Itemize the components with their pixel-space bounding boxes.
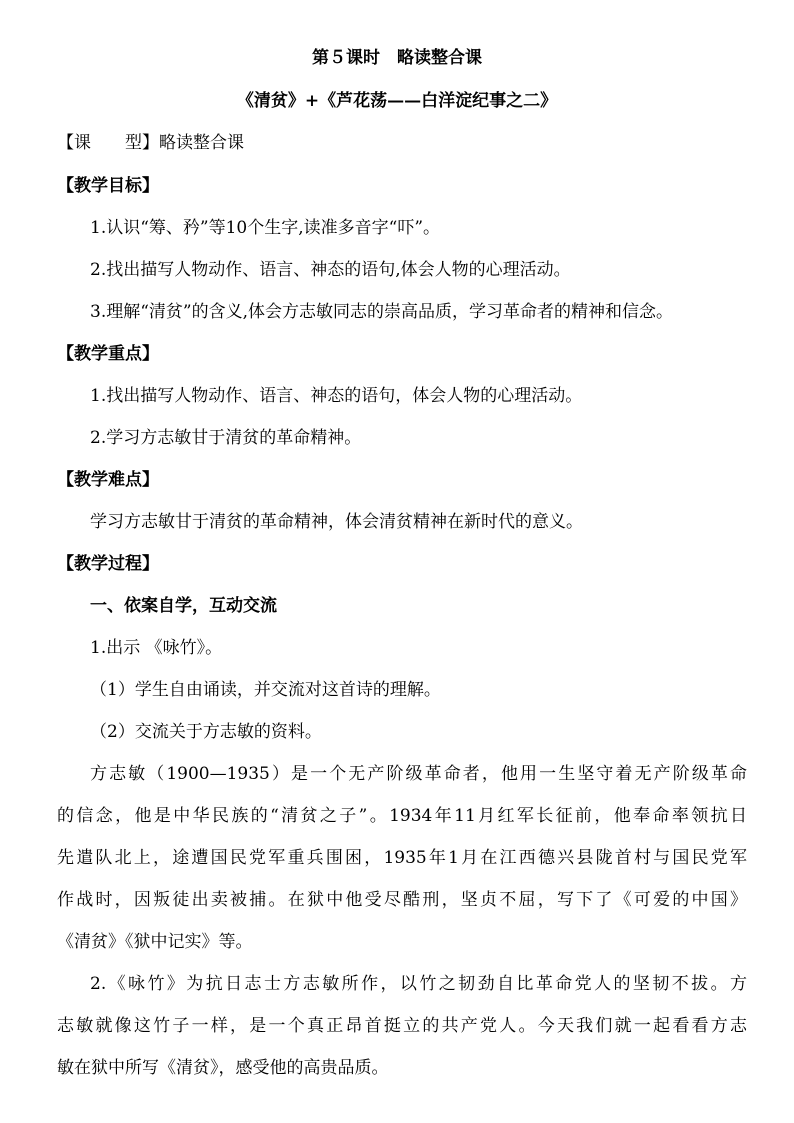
paragraph-1-line-1: 方志敏（1900—1935）是一个无产阶级革命者，他用一生坚守着无产阶级革命: [90, 764, 747, 784]
page-subtitle: 《清贫》+《芦花荡——白洋淀纪事之二》: [236, 91, 558, 111]
paragraph-1-line-3: 先遣队北上，途遭国民党军重兵围困，1935年1月在江西德兴县陇首村与国民党军: [57, 848, 747, 868]
process-sub-1: （1）学生自由诵读，并交流对这首诗的理解。: [90, 680, 441, 700]
lesson-type: 【课 型】略读整合课: [57, 133, 244, 153]
process-sub-2: （2）交流关于方志敏的资料。: [90, 722, 322, 742]
paragraph-1-line-4: 作战时，因叛徒出卖被捕。在狱中他受尽酷刑，坚贞不屈，写下了《可爱的中国》: [57, 890, 747, 910]
key-point-item-1: 1.找出描写人物动作、语言、神态的语句，体会人物的心理活动。: [90, 386, 583, 406]
paragraph-1-line-2: 的信念，他是中华民族的“清贫之子”。1934年11月红军长征前，他奉命率领抗日: [57, 806, 747, 826]
paragraph-1-line-5: 《清贫》《狱中记实》等。: [57, 932, 253, 952]
process-section-1: 一、依案自学，互动交流: [90, 596, 277, 616]
key-points-heading: 【教学重点】: [57, 344, 159, 364]
goals-heading: 【教学目标】: [57, 176, 159, 196]
key-point-item-2: 2.学习方志敏甘于清贫的革命精神。: [90, 428, 362, 448]
difficulties-heading: 【教学难点】: [57, 470, 159, 490]
difficulty-item-1: 学习方志敏甘于清贫的革命精神，体会清贫精神在新时代的意义。: [90, 512, 583, 532]
process-step-1: 1.出示 《咏竹》。: [90, 638, 223, 658]
page-title: 第５课时 略读整合课: [312, 48, 482, 68]
process-heading: 【教学过程】: [57, 554, 159, 574]
goal-item-1: 1.认识“筹、矜”等10个生字,读准多音字“吓”。: [90, 218, 441, 238]
goal-item-3: 3.理解“清贫”的含义,体会方志敏同志的崇高品质，学习革命者的精神和信念。: [90, 302, 674, 322]
paragraph-2-line-2: 志敏就像这竹子一样，是一个真正昂首挺立的共产党人。今天我们就一起看看方志: [57, 1016, 747, 1036]
paragraph-2-line-3: 敏在狱中所写《清贫》，感受他的高贵品质。: [57, 1058, 389, 1078]
paragraph-2-line-1: 2.《咏竹》为抗日志士方志敏所作，以竹之韧劲自比革命党人的坚韧不拔。方: [90, 974, 747, 994]
goal-item-2: 2.找出描写人物动作、语言、神态的语句,体会人物的心理活动。: [90, 260, 571, 280]
